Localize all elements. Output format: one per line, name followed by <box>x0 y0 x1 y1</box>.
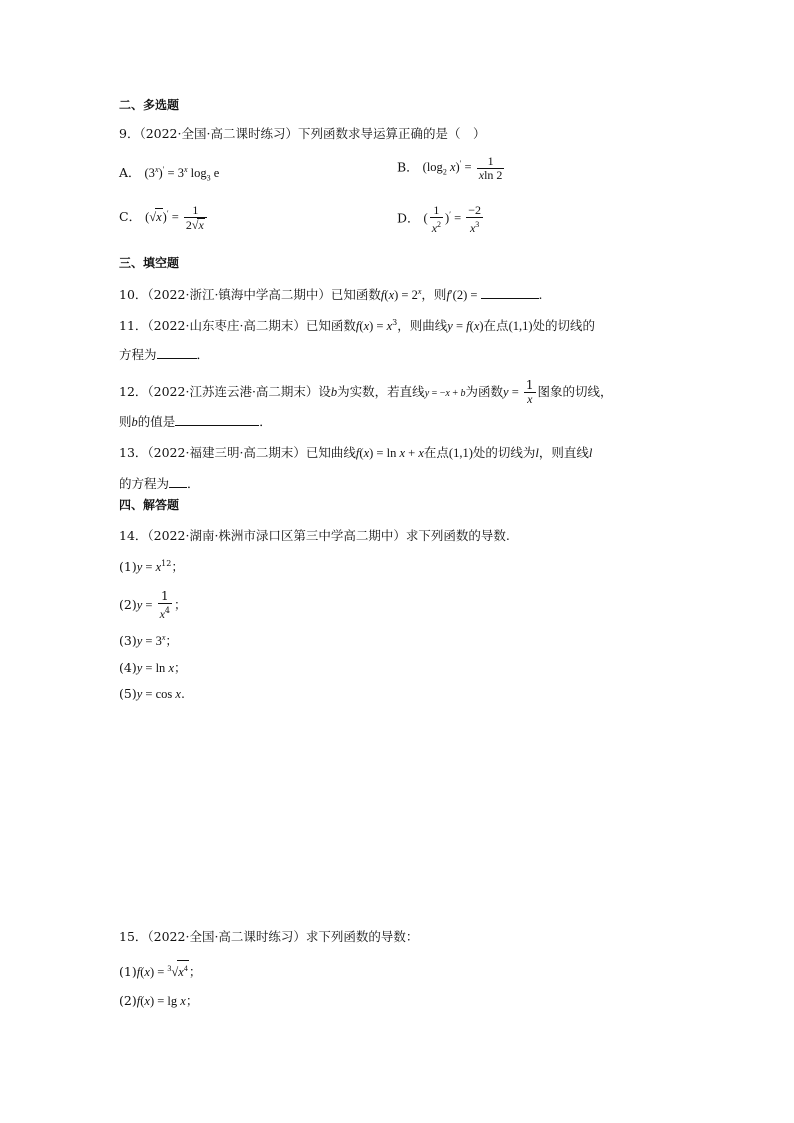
option-b-label: B． <box>397 159 419 175</box>
q10-mid: ，则 <box>421 287 447 303</box>
q10-stem: 10．（2022·浙江·镇海中学高二期中）已知函数 <box>119 287 381 303</box>
section-heading-fill: 三、填空题 <box>119 256 180 270</box>
question-10: 10．（2022·浙江·镇海中学高二期中）已知函数$f(x) = 2^x$，则f′(2) = . <box>119 287 543 303</box>
q14-item-5: (5)y = cos x. <box>119 686 185 701</box>
q11-answer-blank[interactable] <box>157 346 197 359</box>
q10-answer-blank[interactable] <box>481 286 539 299</box>
q14-item-4: (4)y = ln x； <box>119 660 187 675</box>
question-11-line-2: 方程为 ． <box>119 347 210 362</box>
q13-answer-blank[interactable] <box>169 475 187 488</box>
q9-option-a[interactable] <box>119 162 219 187</box>
section-heading-answer: 四、解答题 <box>119 498 180 512</box>
q12-answer-blank[interactable] <box>175 413 259 426</box>
option-a-math: $(3^x)' = 3^x$ $\log_3 e$ <box>144 165 220 183</box>
option-c-math: (√x)′ = $\frac{1}{2√x}$ <box>145 210 209 224</box>
question-13-line-2: 的方程为 ． <box>119 476 200 491</box>
q9-option-c[interactable] <box>119 204 209 232</box>
question-12-line-2: 则b的值是 ． <box>119 414 272 429</box>
q10-func: f <box>380 288 385 303</box>
question-14-stem: 14．（2022·湖南·株洲市渌口区第三中学高二期中）求下列函数的导数. <box>119 528 510 543</box>
q14-item-1: $(1)y = x^{12}$； <box>119 559 184 575</box>
q13-stem: 13．（2022·福建三明·高二期末）已知曲线 <box>119 445 356 460</box>
question-15-stem: 15．（2022·全国·高二课时练习）求下列函数的导数： <box>119 929 419 944</box>
q12-stem: 12．（2022·江苏连云港·高二期末）设 <box>119 384 331 399</box>
q14-item-3: $(3)y = 3^x$； <box>119 633 178 649</box>
q11-stem: 11．（2022·山东枣庄·高二期末）已知函数 <box>119 318 356 334</box>
q9-option-d[interactable] <box>397 204 485 235</box>
q15-item-1: $(1)f(x) = ^3√x^4$； <box>119 960 201 980</box>
option-a-label: A． <box>119 165 141 181</box>
q14-item-2: (2)y = $\frac{1}{x^4}$ ； <box>119 589 187 621</box>
q9-option-b[interactable] <box>397 155 506 182</box>
option-b-math: ($\log_2$ x)′ = $\frac{1}{xln 2}$ <box>422 154 503 182</box>
question-11: 11．（2022·山东枣庄·高二期末）已知函数$f(x) = x^3$，则曲线y = f(x)在点(1,1)处的切线的 <box>119 318 596 334</box>
question-9-stem: 9．（2022·全国·高二课时练习）下列函数求导运算正确的是（ ） <box>119 126 486 141</box>
q15-item-2: (2)f(x) = lg x； <box>119 993 199 1008</box>
option-d-math: ( $\frac{1}{x^2}$ )′ = $\frac{-2}{x^3}$ <box>423 203 482 235</box>
question-12: 12．（2022·江苏连云港·高二期末）设b为实数，若直线y = −x + b为函数y = $\frac{1}{x}$ 图象的切线， <box>119 378 613 406</box>
section-heading-multi: 二、多选题 <box>119 98 180 112</box>
option-c-label: C． <box>119 208 142 224</box>
option-d-label: D． <box>397 210 420 226</box>
question-13: 13．（2022·福建三明·高二期末）已知曲线f(x) = ln x + x在点(1,1)处的切线为l，则直线l <box>119 445 593 460</box>
